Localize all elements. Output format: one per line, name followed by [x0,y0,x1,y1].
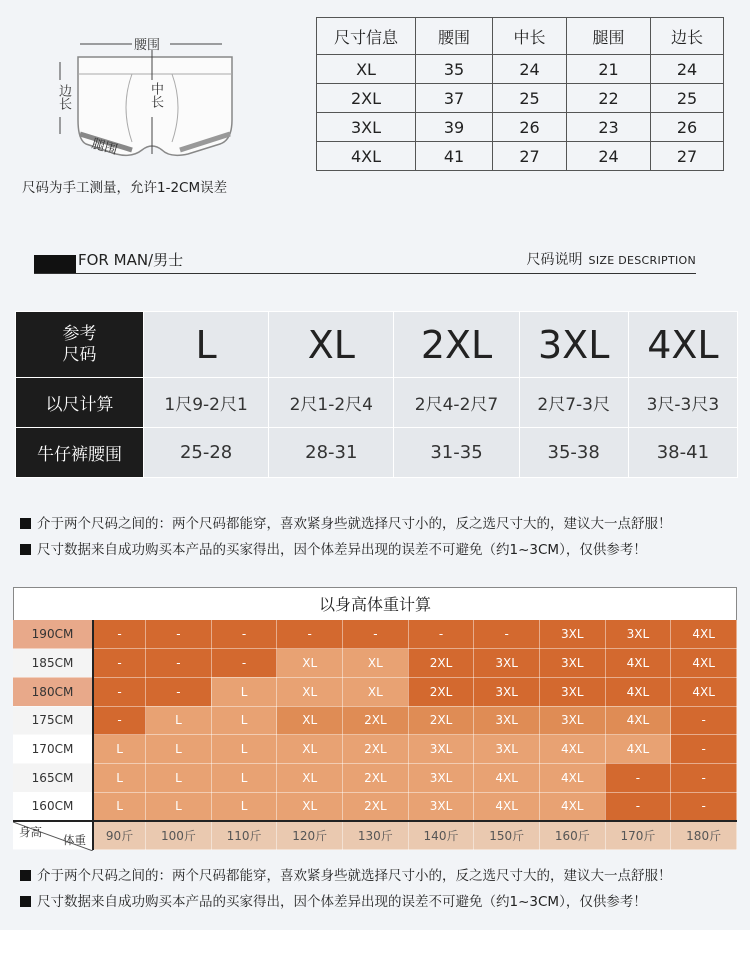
size-cell: L [211,763,277,792]
weight-label: 170斤 [605,821,671,850]
size-cell: 3XL [605,620,671,649]
cell: 23 [567,113,651,142]
cell: 26 [493,113,567,142]
side-length-label: 边长 [56,84,71,110]
jeans-value: 35-38 [519,428,628,478]
size-cell: - [93,706,146,735]
height-row [13,735,737,764]
corner-height-label: 身高 [19,824,42,839]
note-item [20,864,672,884]
size-cell: - [93,620,146,649]
note-text: 尺寸数据来自成功购买本产品的买家得出，因个体差异出现的误差不可避免（约1~3CM），仅供参考！ [37,542,647,558]
size-cell: 4XL [671,649,737,678]
cell: XL [317,55,416,84]
bullet-square-icon [20,544,31,555]
section-title: FOR MAN/男士 [78,251,184,269]
size-cell: 3XL [539,677,605,706]
height-label: 170CM [13,735,93,764]
size-grid-chi-row [16,378,738,428]
size-2XL: 2XL [394,312,519,378]
chi-value: 2尺7-3尺 [519,378,628,428]
cell: 24 [493,55,567,84]
size-cell: XL [277,649,343,678]
leg-label: 腿围 [89,136,120,159]
size-cell: XL [277,763,343,792]
size-cell: 4XL [539,792,605,821]
size-cell: 4XL [671,677,737,706]
size-XL: XL [269,312,394,378]
size-cell: - [93,677,146,706]
jeans-value: 31-35 [394,428,519,478]
reference-size-label-line1: 参考 [62,323,97,344]
note-text: 尺寸数据来自成功购买本产品的买家得出，因个体差异出现的误差不可避免（约1~3CM），仅供参考！ [37,894,647,910]
size-cell: 3XL [474,706,540,735]
weight-label: 90斤 [93,821,146,850]
measurement-row [317,113,724,142]
measurement-row [317,84,724,113]
weight-label: 140斤 [408,821,474,850]
size-cell: L [146,706,212,735]
size-cell: 4XL [474,763,540,792]
size-cell: L [146,735,212,764]
size-cell: - [343,620,409,649]
measurement-note: 尺码为手工测量，允许1-2CM误差 [22,180,228,196]
footer-band [0,930,750,972]
size-3XL: 3XL [519,312,628,378]
chi-row-label: 以尺计算 [16,378,144,428]
size-cell: L [93,735,146,764]
size-cell: 2XL [408,706,474,735]
height-row [13,706,737,735]
measurement-header-row [317,18,724,55]
header-size-info: 尺寸信息 [317,18,416,55]
height-row [13,620,737,649]
jeans-row-label: 牛仔裤腰围 [16,428,144,478]
size-cell: - [408,620,474,649]
size-cell: 4XL [605,735,671,764]
weight-label: 110斤 [211,821,277,850]
size-cell: L [211,792,277,821]
size-cell: 3XL [474,677,540,706]
size-cell: 4XL [605,649,671,678]
height-weight-corner [13,821,93,850]
header-leg: 腿围 [567,18,651,55]
size-cell: - [474,620,540,649]
weight-label: 180斤 [671,821,737,850]
cell: 25 [651,84,724,113]
section-subtitle [527,249,696,269]
size-cell: - [671,792,737,821]
size-cell: XL [277,735,343,764]
size-cell: L [93,763,146,792]
chi-value: 2尺1-2尺4 [269,378,394,428]
size-grid [15,311,738,478]
size-cell: 3XL [408,763,474,792]
height-row [13,792,737,821]
size-cell: - [146,677,212,706]
size-cell: - [146,620,212,649]
height-label: 185CM [13,649,93,678]
height-row [13,677,737,706]
note-item [20,890,647,910]
size-cell: 2XL [408,649,474,678]
header-waist: 腰围 [416,18,493,55]
size-cell: 4XL [539,763,605,792]
cell: 37 [416,84,493,113]
size-cell: L [211,706,277,735]
size-cell: 2XL [343,763,409,792]
cell: 39 [416,113,493,142]
size-cell: 3XL [408,735,474,764]
size-cell: - [671,763,737,792]
size-cell: XL [343,649,409,678]
size-cell: 4XL [605,677,671,706]
cell: 22 [567,84,651,113]
height-weight-table [13,620,737,850]
size-cell: L [146,792,212,821]
chi-value: 2尺4-2尺7 [394,378,519,428]
note-text: 介于两个尺码之间的：两个尺码都能穿，喜欢紧身些就选择尺寸小的，反之选尺寸大的，建议大一点舒服！ [37,868,672,884]
size-cell: 3XL [539,706,605,735]
height-row [13,649,737,678]
weight-row [13,821,737,850]
size-cell: 3XL [408,792,474,821]
size-cell: - [146,649,212,678]
size-cell: - [605,792,671,821]
size-cell: 3XL [474,735,540,764]
size-cell: 2XL [343,706,409,735]
cell: 41 [416,142,493,171]
cell: 35 [416,55,493,84]
note-item [20,512,672,532]
height-weight-title: 以身高体重计算 [13,587,737,620]
cell: 2XL [317,84,416,113]
cell: 21 [567,55,651,84]
measurement-row [317,142,724,171]
size-cell: 4XL [539,735,605,764]
size-cell: - [671,735,737,764]
size-grid-jeans-row [16,428,738,478]
cell: 24 [651,55,724,84]
size-cell: XL [277,677,343,706]
height-label: 175CM [13,706,93,735]
size-cell: - [211,620,277,649]
cell: 3XL [317,113,416,142]
size-cell: - [277,620,343,649]
underwear-diagram [20,22,290,197]
jeans-value: 25-28 [144,428,269,478]
measurement-row [317,55,724,84]
size-grid-header-row [16,312,738,378]
height-label: 180CM [13,677,93,706]
section-subtitle-cn: 尺码说明 [526,252,583,268]
height-label: 165CM [13,763,93,792]
cell: 4XL [317,142,416,171]
cell: 27 [493,142,567,171]
jeans-value: 28-31 [269,428,394,478]
size-cell: XL [343,677,409,706]
bullet-square-icon [20,870,31,881]
size-cell: 4XL [474,792,540,821]
size-cell: 3XL [539,649,605,678]
note-text: 介于两个尺码之间的：两个尺码都能穿，喜欢紧身些就选择尺寸小的，反之选尺寸大的，建议大一点舒服！ [37,516,672,532]
size-cell: 2XL [343,735,409,764]
corner-weight-label: 体重 [63,833,86,848]
size-cell: 2XL [408,677,474,706]
size-cell: L [146,763,212,792]
measurement-table [316,17,724,171]
size-cell: L [93,792,146,821]
weight-label: 130斤 [343,821,409,850]
middle-length-label: 中长 [148,82,163,108]
height-label: 160CM [13,792,93,821]
size-4XL: 4XL [628,312,737,378]
size-cell: L [211,735,277,764]
weight-label: 150斤 [474,821,540,850]
size-cell: 2XL [343,792,409,821]
weight-label: 160斤 [539,821,605,850]
size-cell: 4XL [605,706,671,735]
size-cell: XL [277,792,343,821]
bullet-square-icon [20,896,31,907]
header-side-length: 边长 [651,18,724,55]
weight-label: 120斤 [277,821,343,850]
size-cell: XL [277,706,343,735]
waist-label: 腰围 [134,38,161,53]
chi-value: 3尺-3尺3 [628,378,737,428]
cell: 25 [493,84,567,113]
cell: 27 [651,142,724,171]
weight-label: 100斤 [146,821,212,850]
header-middle-length: 中长 [493,18,567,55]
section-subtitle-en: SIZE DESCRIPTION [588,254,696,267]
chi-value: 1尺9-2尺1 [144,378,269,428]
cell: 24 [567,142,651,171]
reference-size-label [16,312,144,378]
size-cell: 3XL [539,620,605,649]
height-row [13,763,737,792]
cell: 26 [651,113,724,142]
note-item [20,538,647,558]
size-cell: - [211,649,277,678]
size-cell: L [211,677,277,706]
jeans-value: 38-41 [628,428,737,478]
size-cell: 4XL [671,620,737,649]
height-label: 190CM [13,620,93,649]
section-heading [34,244,696,274]
size-L: L [144,312,269,378]
size-cell: 3XL [474,649,540,678]
reference-size-label-line2: 尺码 [62,344,97,365]
bullet-square-icon [20,518,31,529]
size-cell: - [671,706,737,735]
size-cell: - [93,649,146,678]
section-marker [34,255,76,273]
size-cell: - [605,763,671,792]
